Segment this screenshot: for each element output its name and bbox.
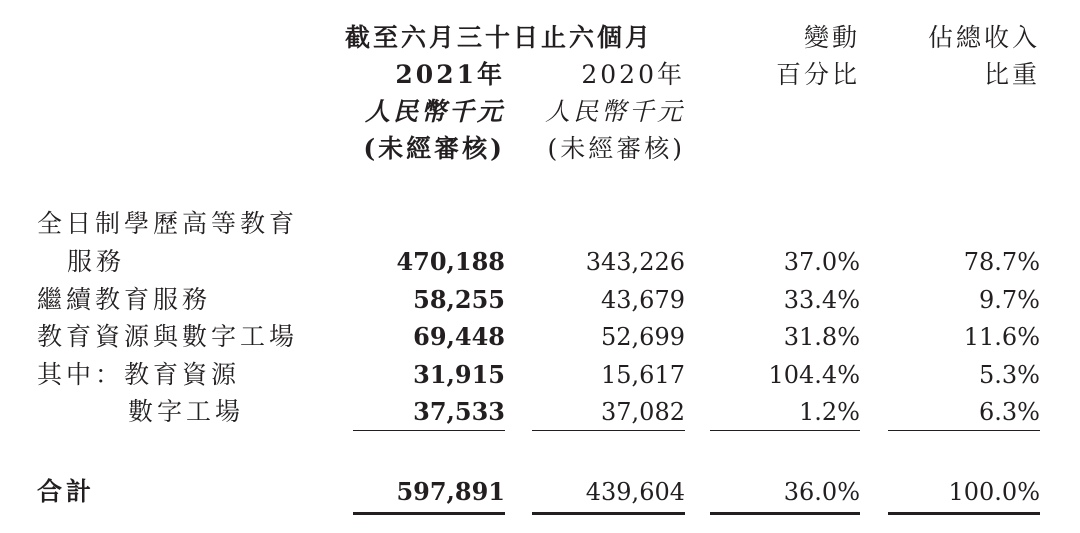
change-header-line2: 百分比 (775, 60, 860, 89)
col-2020-year: 2020年 (581, 60, 685, 89)
total-label: 合計 (37, 477, 96, 506)
total-rule-share (888, 512, 1040, 515)
total-share: 100.0% (948, 478, 1040, 506)
row-change: 31.8% (783, 323, 860, 351)
row-label-line1: 全日制學歷高等教育 (37, 209, 299, 238)
row-value-2021: 31,915 (413, 360, 505, 389)
col-2020-unit: 人民幣千元 (544, 97, 685, 126)
share-header-line1: 佔總收入 (927, 23, 1040, 52)
row-share: 9.7% (979, 286, 1040, 314)
total-change: 36.0% (783, 478, 860, 506)
col-2021-unit: 人民幣千元 (364, 97, 505, 126)
change-header-line1: 變動 (803, 23, 860, 52)
row-value-2020: 43,679 (601, 286, 685, 314)
row-value-2020: 37,082 (601, 398, 685, 426)
subtotal-rule-share (888, 430, 1040, 431)
row-change: 37.0% (783, 248, 860, 276)
total-rule-2021 (353, 512, 505, 515)
row-label-line2: 服務 (67, 247, 126, 276)
row-change: 104.4% (768, 361, 860, 389)
row-change: 1.2% (799, 398, 860, 426)
period-header: 截至六月三十日止六個月 (345, 23, 654, 52)
total-rule-2020 (532, 512, 685, 515)
row-value-2021: 58,255 (413, 285, 505, 314)
subtotal-rule-2021 (353, 430, 505, 431)
share-header-line2: 比重 (983, 60, 1040, 89)
total-rule-change (710, 512, 860, 515)
row-value-2021: 470,188 (396, 247, 505, 276)
subtotal-rule-2020 (532, 430, 685, 431)
row-share: 6.3% (979, 398, 1040, 426)
row-value-2021: 37,533 (413, 397, 505, 426)
row-label: 教育資源與數字工場 (37, 322, 299, 351)
row-share: 11.6% (963, 323, 1040, 351)
row-share: 78.7% (963, 248, 1040, 276)
total-value-2020: 439,604 (585, 478, 685, 506)
row-label: 繼續教育服務 (37, 285, 212, 314)
col-2021-year: 2021年 (395, 60, 505, 89)
total-value-2021: 597,891 (396, 477, 505, 506)
row-value-2020: 15,617 (601, 361, 685, 389)
row-value-2020: 52,699 (601, 323, 685, 351)
row-value-2021: 69,448 (413, 322, 505, 351)
row-label: 數字工場 (128, 397, 245, 426)
row-change: 33.4% (783, 286, 860, 314)
row-label: 其中：教育資源 (37, 360, 241, 389)
col-2020-note: (未經審核) (547, 134, 685, 163)
row-share: 5.3% (979, 361, 1040, 389)
col-2021-note: (未經審核) (363, 134, 505, 163)
row-value-2020: 343,226 (585, 248, 685, 276)
subtotal-rule-change (710, 430, 860, 431)
